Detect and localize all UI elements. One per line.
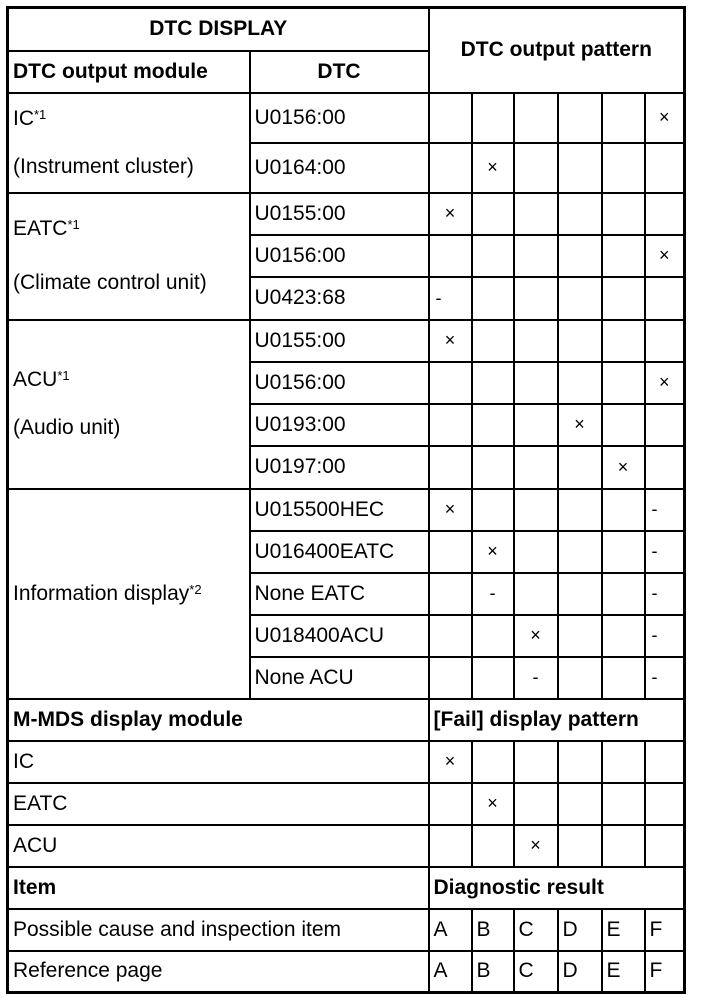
pattern-cell (514, 489, 558, 531)
pattern-cell (514, 404, 558, 446)
pattern-cell (558, 531, 602, 573)
dtc-code: None EATC (250, 573, 429, 615)
diag-result-letter: D (558, 951, 602, 993)
pattern-cell (429, 615, 472, 657)
dtc-code: U016400EATC (250, 531, 429, 573)
fail-pattern-cell (429, 783, 472, 825)
fail-pattern-cell (472, 825, 514, 867)
fail-pattern-cell (558, 783, 602, 825)
pattern-cell (645, 193, 685, 235)
fail-pattern-cell: × (429, 741, 472, 783)
pattern-cell (558, 615, 602, 657)
fail-pattern-cell (645, 825, 685, 867)
pattern-cell (472, 93, 514, 143)
fail-pattern-header: [Fail] display pattern (429, 699, 685, 741)
diag-row (8, 909, 685, 951)
pattern-cell (645, 277, 685, 320)
dtc-row (8, 489, 685, 531)
diag-result-letter: B (472, 909, 514, 951)
module-info (8, 489, 250, 699)
pattern-cell (514, 320, 558, 362)
diagnostic-result-header: Diagnostic result (429, 867, 685, 909)
module-description: (Climate control unit) (13, 271, 207, 294)
pattern-cell: × (514, 615, 558, 657)
fail-pattern-cell (602, 783, 645, 825)
diag-result-letter: C (514, 951, 558, 993)
pattern-cell (472, 404, 514, 446)
diag-result-letter: D (558, 909, 602, 951)
pattern-cell (558, 320, 602, 362)
pattern-cell (602, 93, 645, 143)
pattern-cell (558, 573, 602, 615)
fail-pattern-cell (514, 741, 558, 783)
pattern-cell: × (429, 320, 472, 362)
diag-row (8, 951, 685, 993)
dtc-code: U015500HEC (250, 489, 429, 531)
dtc-code: U0156:00 (250, 93, 429, 143)
diag-item: Reference page (8, 951, 429, 993)
pattern-cell (602, 235, 645, 277)
pattern-cell (558, 93, 602, 143)
pattern-cell (472, 446, 514, 489)
dtc-code: U0197:00 (250, 446, 429, 489)
fail-pattern-cell (645, 741, 685, 783)
diag-result-letter: F (645, 909, 685, 951)
pattern-cell: - (429, 277, 472, 320)
dtc-output-module-header: DTC output module (8, 51, 250, 93)
pattern-cell (429, 657, 472, 699)
pattern-cell (558, 489, 602, 531)
pattern-cell: - (472, 573, 514, 615)
pattern-cell: - (645, 573, 685, 615)
pattern-cell (602, 320, 645, 362)
pattern-cell (558, 446, 602, 489)
module-description: (Audio unit) (13, 416, 121, 439)
pattern-cell: - (514, 657, 558, 699)
fail-pattern-cell (602, 825, 645, 867)
mmds-row (8, 825, 685, 867)
diag-result-letter: C (514, 909, 558, 951)
module-name: Information display (13, 581, 190, 605)
dtc-row (8, 193, 685, 235)
pattern-cell: × (472, 531, 514, 573)
pattern-cell: × (645, 93, 685, 143)
dtc-output-pattern-header: DTC output pattern (429, 8, 685, 93)
pattern-cell (472, 277, 514, 320)
dtc-code: U0155:00 (250, 320, 429, 362)
pattern-cell (602, 193, 645, 235)
dtc-code: U0193:00 (250, 404, 429, 446)
pattern-cell (514, 531, 558, 573)
dtc-code: U0156:00 (250, 235, 429, 277)
pattern-cell: - (645, 531, 685, 573)
mmds-row (8, 783, 685, 825)
pattern-cell (429, 362, 472, 404)
diag-result-letter: A (429, 951, 472, 993)
pattern-cell (472, 320, 514, 362)
pattern-cell (472, 657, 514, 699)
pattern-cell (558, 143, 602, 193)
module-name: ACU (13, 368, 58, 391)
fail-pattern-cell: × (514, 825, 558, 867)
pattern-cell (645, 320, 685, 362)
pattern-cell (472, 193, 514, 235)
pattern-cell: × (645, 235, 685, 277)
pattern-cell (429, 143, 472, 193)
module-description: (Instrument cluster) (13, 154, 194, 178)
item-header: Item (8, 867, 429, 909)
pattern-cell: - (645, 657, 685, 699)
pattern-cell (602, 277, 645, 320)
pattern-cell (514, 573, 558, 615)
pattern-cell (429, 446, 472, 489)
pattern-cell: - (645, 615, 685, 657)
pattern-cell (602, 657, 645, 699)
diag-result-letter: A (429, 909, 472, 951)
pattern-cell (514, 362, 558, 404)
pattern-cell (645, 404, 685, 446)
pattern-cell (558, 277, 602, 320)
pattern-cell: × (429, 489, 472, 531)
fail-pattern-cell (558, 825, 602, 867)
pattern-cell (429, 531, 472, 573)
mmds-module-header: M-MDS display module (8, 699, 429, 741)
mmds-header-row (8, 699, 685, 741)
dtc-code: U0156:00 (250, 362, 429, 404)
diag-result-letter: E (602, 951, 645, 993)
pattern-cell (429, 235, 472, 277)
pattern-cell (514, 235, 558, 277)
pattern-cell (472, 615, 514, 657)
module-name: IC (13, 106, 34, 130)
pattern-cell (514, 193, 558, 235)
dtc-code: U0164:00 (250, 143, 429, 193)
pattern-cell: × (558, 404, 602, 446)
fail-pattern-cell: × (472, 783, 514, 825)
module-ic (8, 93, 250, 193)
pattern-cell: × (645, 362, 685, 404)
pattern-cell (558, 362, 602, 404)
diag-result-letter: B (472, 951, 514, 993)
module-eatc (8, 193, 250, 320)
module-note: *1 (34, 106, 47, 122)
diag-result-letter: E (602, 909, 645, 951)
dtc-code: None ACU (250, 657, 429, 699)
pattern-cell (602, 531, 645, 573)
pattern-cell (514, 143, 558, 193)
pattern-cell (558, 657, 602, 699)
pattern-cell (558, 235, 602, 277)
dtc-code: U018400ACU (250, 615, 429, 657)
fail-pattern-cell (645, 783, 685, 825)
dtc-row (8, 320, 685, 362)
pattern-cell: - (645, 489, 685, 531)
dtc-code: U0155:00 (250, 193, 429, 235)
pattern-cell (602, 573, 645, 615)
pattern-cell (514, 277, 558, 320)
fail-pattern-cell (558, 741, 602, 783)
pattern-cell: × (472, 143, 514, 193)
mmds-module: EATC (8, 783, 429, 825)
pattern-cell (602, 404, 645, 446)
pattern-cell (472, 489, 514, 531)
module-acu (8, 320, 250, 489)
mmds-module: IC (8, 741, 429, 783)
pattern-cell (602, 362, 645, 404)
dtc-header: DTC (250, 51, 429, 93)
module-name: EATC (13, 217, 68, 240)
dtc-table (6, 6, 686, 994)
pattern-cell (645, 143, 685, 193)
pattern-cell (429, 93, 472, 143)
fail-pattern-cell (429, 825, 472, 867)
fail-pattern-cell (472, 741, 514, 783)
module-note: *1 (57, 368, 70, 383)
pattern-cell (602, 615, 645, 657)
dtc-code: U0423:68 (250, 277, 429, 320)
pattern-cell (602, 143, 645, 193)
fail-pattern-cell (514, 783, 558, 825)
pattern-cell (429, 404, 472, 446)
diag-result-letter: F (645, 951, 685, 993)
pattern-cell (514, 446, 558, 489)
module-note: *2 (189, 581, 202, 597)
module-note: *1 (67, 217, 80, 232)
pattern-cell: × (602, 446, 645, 489)
diag-item: Possible cause and inspection item (8, 909, 429, 951)
dtc-row (8, 93, 685, 143)
mmds-module: ACU (8, 825, 429, 867)
pattern-cell (429, 573, 472, 615)
pattern-cell (514, 93, 558, 143)
fail-pattern-cell (602, 741, 645, 783)
pattern-cell (645, 446, 685, 489)
pattern-cell (472, 362, 514, 404)
mmds-row (8, 741, 685, 783)
pattern-cell (602, 489, 645, 531)
pattern-cell (472, 235, 514, 277)
diag-header-row (8, 867, 685, 909)
pattern-cell: × (429, 193, 472, 235)
dtc-display-header: DTC DISPLAY (8, 8, 429, 51)
pattern-cell (558, 193, 602, 235)
